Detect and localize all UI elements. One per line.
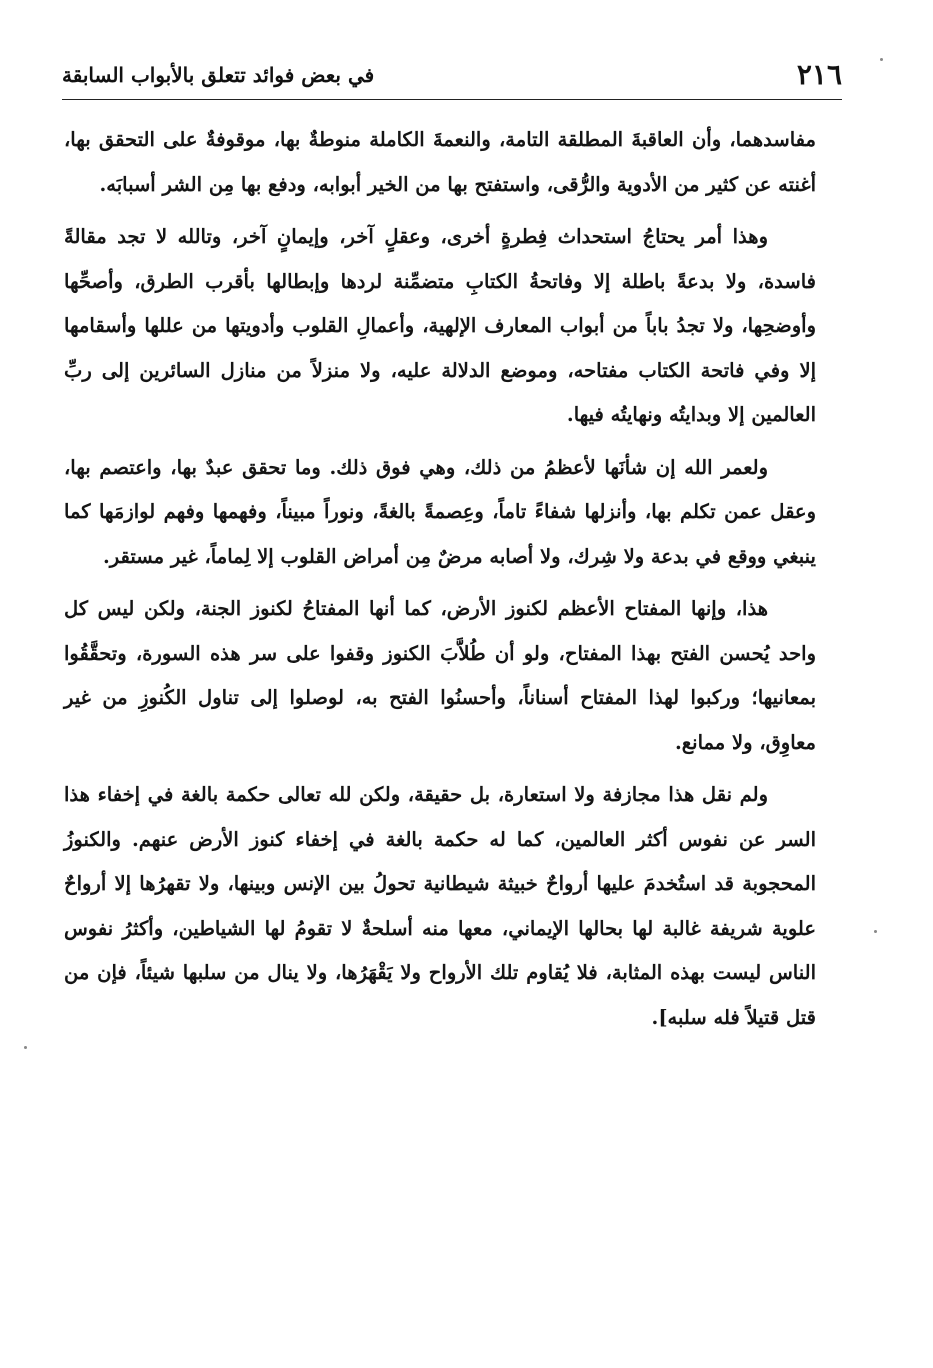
scan-speck bbox=[880, 58, 883, 61]
running-title: في بعض فوائد تتعلق بالأبواب السابقة bbox=[62, 63, 375, 87]
scan-speck bbox=[24, 1046, 27, 1049]
page-header bbox=[62, 58, 842, 100]
paragraph-1: مفاسدهما، وأن العاقبةَ المطلقة التامة، والنعمةَ الكاملة منوطةٌ بها، موقوفةٌ على التحقق بها، أغنته عن كثير من الأدوية والرُّقى، واستفتح بها من الخير أبوابه، ودفع بها مِن الشر أسبابَه. bbox=[64, 128, 816, 196]
page-number: ٢١٦ bbox=[796, 58, 842, 91]
paragraph-3: ولعمر الله إن شأنَها لأعظمُ من ذلك، وهي فوق ذلك. وما تحقق عبدٌ بها، واعتصم بها، وعقل عمن تكلم بها، وأنزلها شفاءً تاماً، وعِصمةً بالغةً، ونوراً مبيناً، وفهمها وفهم لوازمَها كما ينبغي ووقع في بدعة ولا شِرك، ولا أصابه مرضٌ مِن أمراض القلوب إلا لِماماً، غير مستقر. bbox=[64, 455, 816, 568]
paragraph-5: ولم نقل هذا مجازفة ولا استعارة، بل حقيقة، ولكن لله تعالى حكمة بالغة في إخفاء هذا السر عن نفوس أكثر العالمين، كما له حكمة بالغة في إخفاء كنوز الأرض عنهم. والكنوزُ المحجوبة قد استُخدمَ عليها أرواحٌ خبيثة شيطانية تحولُ بين الإنس وبينها، ولا تقهرُها إلا أرواحٌ علوية شريفة غالبة لها بحالها الإيماني، معها منه أسلحةٌ لا تقومُ لها الشياطين، وأكثرُ نفوس الناس ليست بهذه المثابة، فلا يُقاوم تلك الأرواح ولا يَقْهَرُها، ولا ينال من سلبها شيئاً، فإن من قتل قتيلاً فله سلبه]. bbox=[64, 783, 816, 1029]
body-text bbox=[64, 118, 816, 1040]
paragraph-4: هذا، وإنها المفتاح الأعظم لكنوز الأرض، كما أنها المفتاحُ لكنوز الجنة، ولكن ليس كل واحد يُحسن الفتح بهذا المفتاح، ولو أن طُلاَّبَ الكنوز وقفوا على سر هذه السورة، وتحقَّقُوا بمعانيها؛ وركبوا لهذا المفتاح أسناناً، وأحسنُوا الفتح به، لوصلوا إلى تناول الكُنوزِ من غير معاوِق، ولا ممانع. bbox=[64, 597, 816, 754]
scan-speck bbox=[874, 930, 877, 933]
paragraph-2: وهذا أمر يحتاجُ استحداث فِطرةٍ أخرى، وعقلٍ آخر، وإيمانٍ آخر، وتالله لا تجد مقالةً فاسدة، ولا بدعةً باطلة إلا وفاتحةُ الكتابِ متضمِّنة لردها وإبطالها بأقرب الطرق، وأصحِّها وأوضحِها، ولا تجدُ باباً من أبواب المعارف الإلهية، وأعمالِ القلوب وأدويتها من عللها وأسقامها إلا وفي فاتحة الكتاب مفتاحه، وموضع الدلالة عليه، ولا منزلاً من منازل السائرين إلى ربِّ العالمين إلا وبدايتُه ونهايتُه فيها. bbox=[64, 225, 816, 426]
header-rule bbox=[62, 99, 842, 100]
